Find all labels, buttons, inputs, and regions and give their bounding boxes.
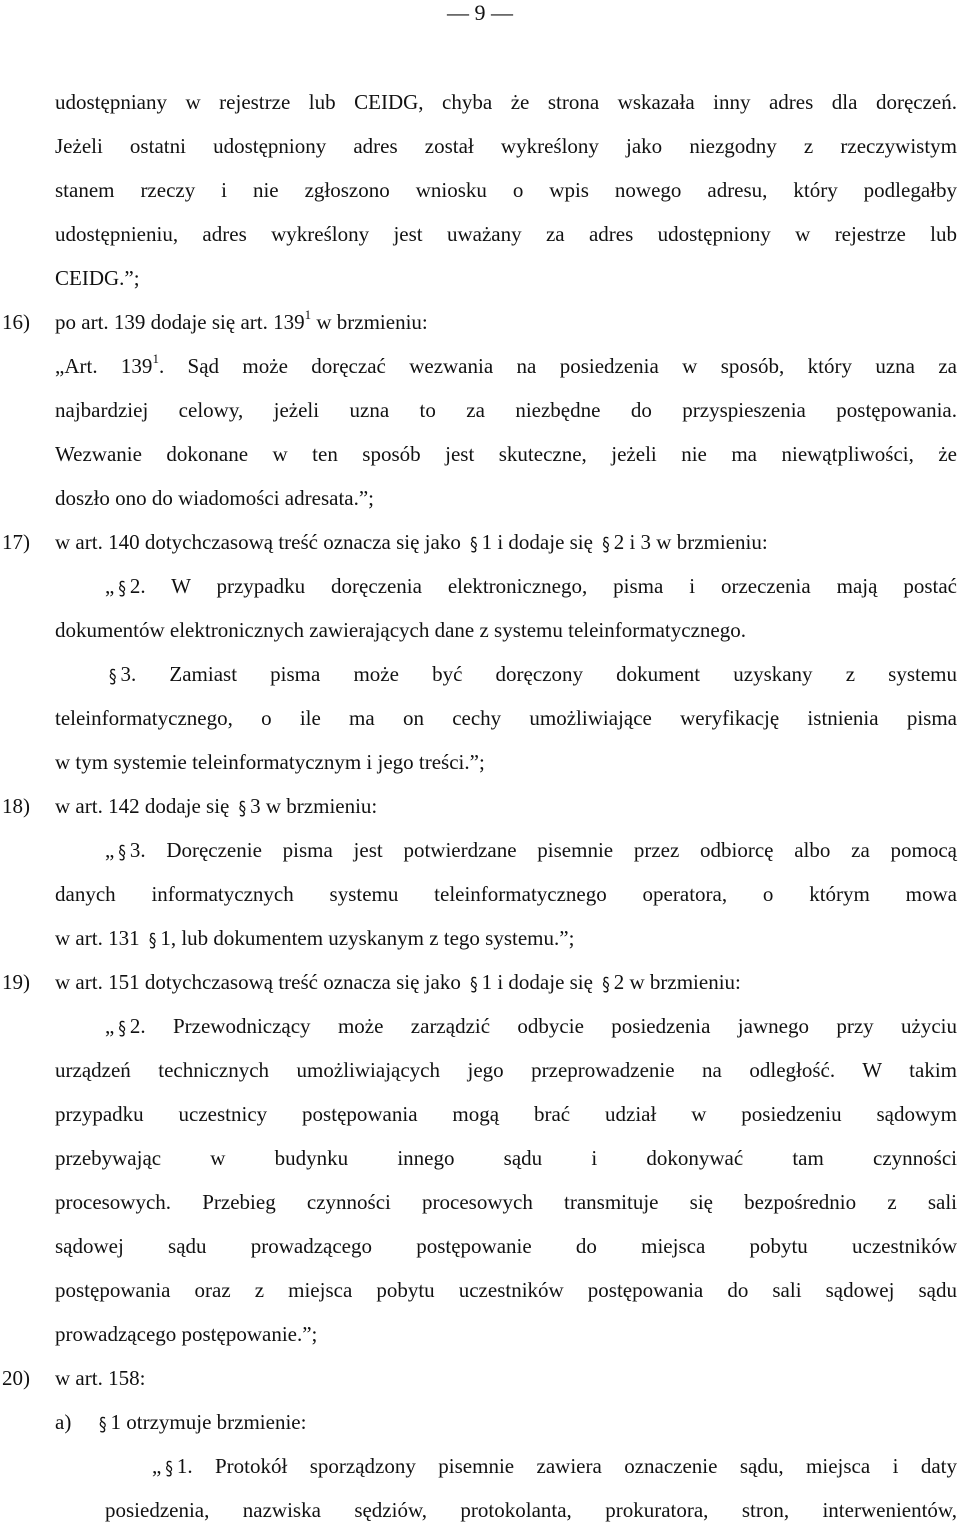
- list-number: 19): [2, 970, 30, 994]
- text-line: [105, 1004, 957, 1048]
- page-number: — 9 —: [447, 0, 513, 25]
- text-segment: „: [105, 1014, 115, 1038]
- text-line: udostępnieniu, adres wykreślony jest uważany za adres udostępniony w rejestrze lub: [55, 222, 957, 246]
- section-sign-icon: §: [118, 576, 126, 600]
- text-line: w tym systemie teleinformatycznym i jego treści.”;: [55, 750, 485, 774]
- text-segment: w art. 142 dodaje się: [55, 794, 230, 818]
- list-item: [55, 960, 741, 1004]
- text-line: postępowania oraz z miejsca pobytu uczestników postępowania do sali sądowej sądu: [55, 1278, 957, 1302]
- text-line: stanem rzeczy i nie zgłoszono wniosku o wpis nowego adresu, który podlegałby: [55, 178, 957, 202]
- text-segment: w brzmieniu:: [311, 310, 428, 334]
- list-item: w art. 158:: [55, 1366, 146, 1390]
- section-sign-icon: §: [109, 664, 117, 688]
- text-line: teleinformatycznego, o ile ma on cechy umożliwiające weryfikację istnienia pisma: [55, 706, 957, 730]
- text-segment: 1. Protokół sporządzony pisemnie zawiera oznaczenie sądu, miejsca i daty: [176, 1454, 957, 1478]
- text-line: doszło ono do wiadomości adresata.”;: [55, 486, 374, 510]
- section-sign-icon: §: [238, 796, 247, 820]
- text-line: [152, 1444, 957, 1488]
- list-number: 18): [2, 794, 30, 818]
- text-segment: po art. 139 dodaje się art. 139: [55, 310, 305, 334]
- text-segment: „: [152, 1454, 162, 1478]
- text-segment: 3. Zamiast pisma może być doręczony dokument uzyskany z systemu: [120, 662, 957, 686]
- text-segment: w art. 140 dotychczasową treść oznacza się jako: [55, 530, 461, 554]
- text-line: [55, 916, 574, 960]
- text-line: najbardziej celowy, jeżeli uzna to za niezbędne do przyspieszenia postępowania.: [55, 398, 957, 422]
- list-number: 16): [2, 310, 30, 334]
- section-sign-icon: §: [118, 840, 126, 864]
- section-sign-icon: §: [165, 1456, 173, 1480]
- text-line: przypadku uczestnicy postępowania mogą brać udział w posiedzeniu sądowym: [55, 1102, 957, 1126]
- text-line: sądowej sądu prowadzącego postępowanie do miejsca pobytu uczestników: [55, 1234, 957, 1258]
- text-segment: 2 w brzmieniu:: [613, 970, 741, 994]
- text-line: [105, 828, 957, 872]
- text-segment: . Sąd może doręczać wezwania na posiedzenia w sposób, który uzna za: [158, 354, 957, 378]
- text-segment: w art. 131: [55, 926, 140, 950]
- list-number: 17): [2, 530, 30, 554]
- superscript: 1: [152, 351, 159, 366]
- text-line: Wezwanie dokonane w ten sposób jest skuteczne, jeżeli nie ma niewątpliwości, że: [55, 442, 957, 466]
- section-sign-icon: §: [470, 972, 478, 996]
- text-line: udostępniany w rejestrze lub CEIDG, chyba że strona wskazała inny adres dla doręczeń.: [55, 90, 957, 114]
- text-line: CEIDG.”;: [55, 266, 140, 290]
- text-segment: 2. W przypadku doręczenia elektronicznego, pisma i orzeczenia mają postać: [129, 574, 957, 598]
- superscript: 1: [304, 307, 312, 322]
- text-segment: 1 otrzymuje brzmienie:: [110, 1410, 307, 1434]
- section-sign-icon: §: [99, 1412, 107, 1436]
- text-line: urządzeń technicznych umożliwiających jego przeprowadzenie na odległość. W takim: [55, 1058, 957, 1082]
- text-line: prowadzącego postępowanie.”;: [55, 1322, 318, 1346]
- text-segment: 1 i dodaje się: [481, 530, 593, 554]
- text-segment: „: [105, 838, 115, 862]
- text-line: [105, 564, 957, 608]
- text-line: [55, 344, 957, 388]
- text-segment: „Art. 139: [55, 354, 153, 378]
- text-line: [105, 652, 957, 696]
- text-line: posiedzenia, nazwiska sędziów, protokolanta, prokuratora, stron, interwenientów,: [105, 1498, 957, 1522]
- section-sign-icon: §: [602, 972, 610, 996]
- text-line: procesowych. Przebieg czynności procesowych transmituje się bezpośrednio z sali: [55, 1190, 957, 1214]
- text-segment: 2. Przewodniczący może zarządzić odbycie posiedzenia jawnego przy użyciu: [129, 1014, 957, 1038]
- text-segment: „: [105, 574, 115, 598]
- section-sign-icon: §: [470, 532, 478, 556]
- section-sign-icon: §: [602, 532, 610, 556]
- text-segment: 3. Doręczenie pisma jest potwierdzane pisemnie przez odbiorcę albo za pomocą: [129, 838, 957, 862]
- text-segment: 1 i dodaje się: [481, 970, 593, 994]
- list-letter: a): [55, 1410, 72, 1434]
- list-number: 20): [2, 1366, 30, 1390]
- text-line: Jeżeli ostatni udostępniony adres został wykreślony jako niezgodny z rzeczywistym: [55, 134, 957, 158]
- text-segment: 1, lub dokumentem uzyskanym z tego systemu.”;: [160, 926, 575, 950]
- text-segment: w art. 151 dotychczasową treść oznacza się jako: [55, 970, 461, 994]
- text-segment: 2 i 3 w brzmieniu:: [613, 530, 768, 554]
- list-item: [95, 1400, 306, 1444]
- text-segment: 3 w brzmieniu:: [250, 794, 378, 818]
- list-item: [55, 520, 957, 564]
- section-sign-icon: §: [148, 928, 157, 952]
- text-line: przebywając w budynku innego sądu i dokonywać tam czynności: [55, 1146, 957, 1170]
- text-line: danych informatycznych systemu teleinformatycznego operatora, o którym mowa: [55, 882, 957, 906]
- section-sign-icon: §: [118, 1016, 126, 1040]
- text-line: dokumentów elektronicznych zawierających dane z systemu teleinformatycznego.: [55, 618, 746, 642]
- list-item: [55, 300, 428, 344]
- list-item: [55, 784, 377, 828]
